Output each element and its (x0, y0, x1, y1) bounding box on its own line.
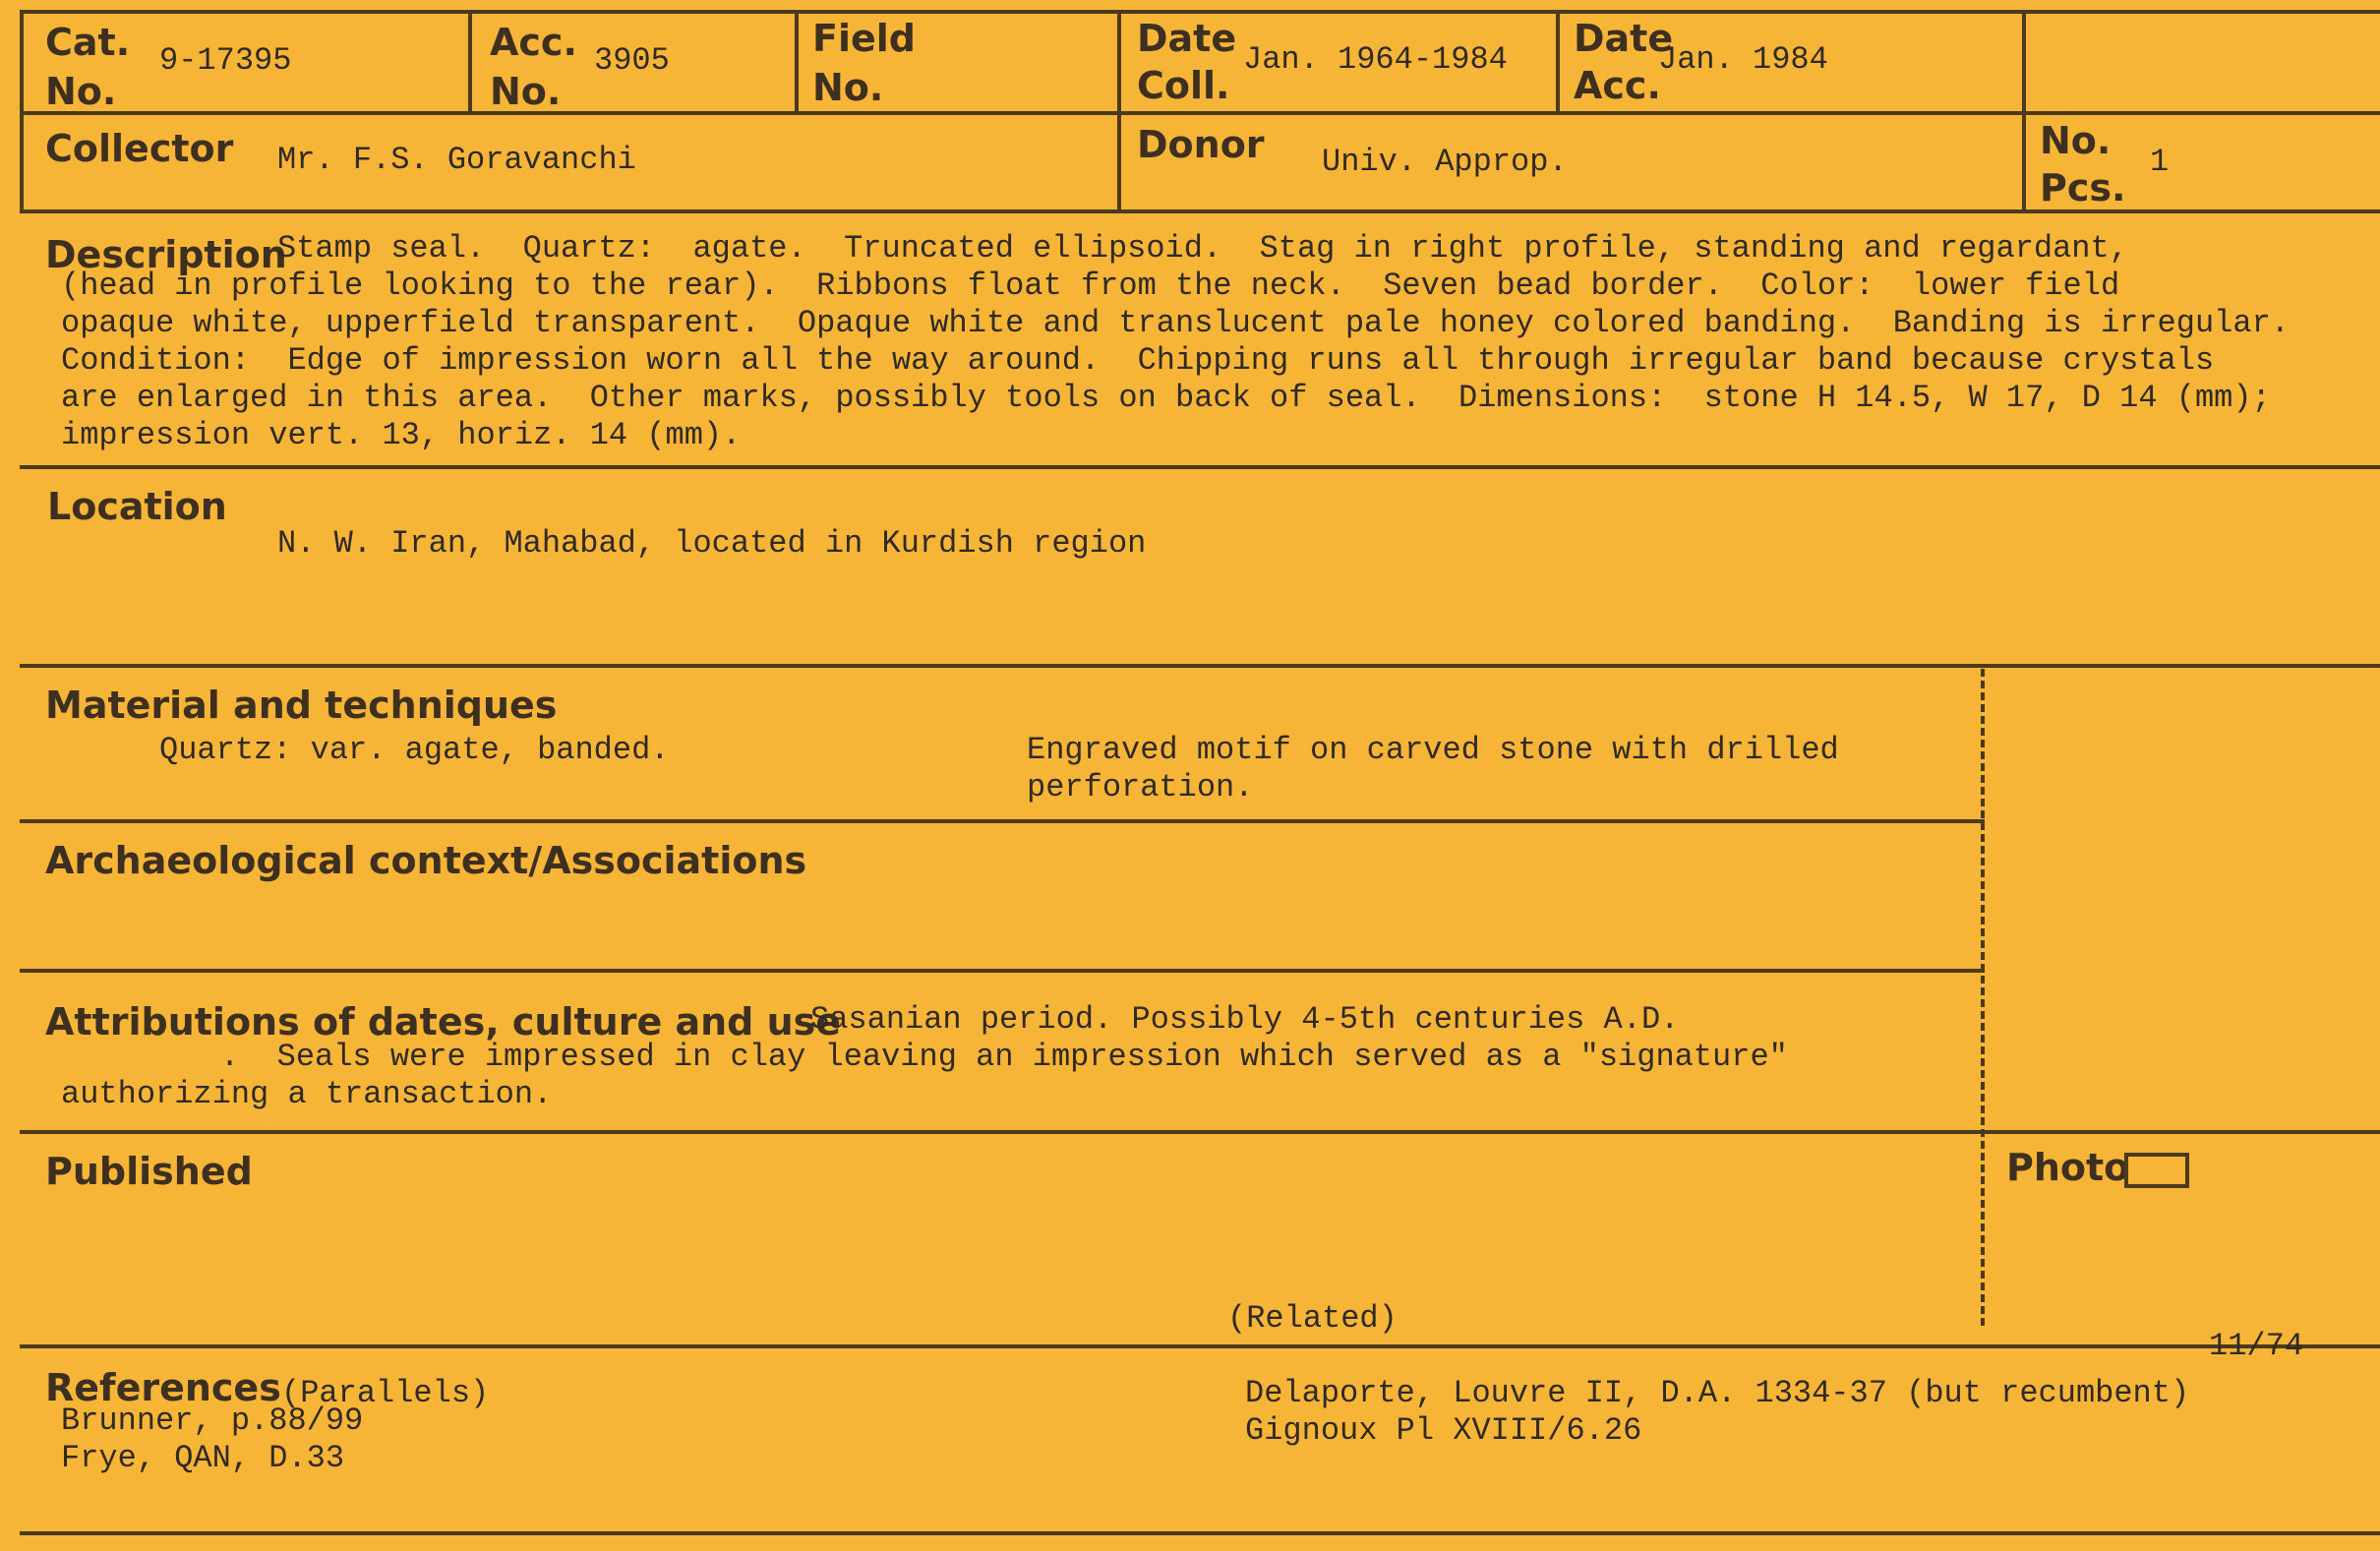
material-right-line-2: perforation. (1027, 769, 1254, 805)
date-coll-label-1: Date (1137, 17, 1237, 60)
acc-no-value: 3905 (594, 42, 670, 79)
cat-label-2: No. (45, 70, 117, 113)
pcs-label-2: Pcs. (2040, 166, 2126, 209)
description-label: Description (45, 233, 287, 276)
attributions-bottom-rule (20, 1130, 2380, 1134)
archaeological-bottom-rule (20, 969, 1985, 973)
date-acc-value: Jan. 1984 (1658, 41, 1828, 78)
datecoll-dateacc-divider (1556, 10, 1560, 111)
pcs-label-1: No. (2040, 119, 2112, 162)
parallels-label: (Parallels) (281, 1375, 490, 1411)
date-acc-label-2: Acc. (1574, 64, 1661, 107)
location-bottom-rule (20, 664, 2380, 668)
cat-acc-divider (468, 10, 472, 111)
date-coll-value: Jan. 1964-1984 (1243, 41, 1508, 78)
description-line: Condition: Edge of impression worn all the way around. Chipping runs all through irregular band because crystals (61, 342, 2215, 379)
reference-left-1: Brunner, p.88/99 (61, 1402, 364, 1439)
material-bottom-rule (20, 819, 1985, 823)
attributions-line-3: authorizing a transaction. (61, 1076, 553, 1112)
material-left-value: Quartz: var. agate, banded. (159, 732, 670, 768)
acc-label-2: No. (490, 70, 562, 113)
cat-label-1: Cat. (45, 21, 131, 64)
date-coll-label-2: Coll. (1137, 64, 1230, 107)
photo-checkbox (2124, 1153, 2189, 1188)
archaeological-label: Archaeological context/Associations (45, 839, 807, 882)
cat-no-value: 9-17395 (159, 42, 292, 79)
reference-right-2: Gignoux Pl XVIII/6.26 (1245, 1412, 1642, 1449)
photo-label: Photo (2006, 1146, 2130, 1189)
description-line: opaque white, upperfield transparent. Opaque white and translucent pale honey colored banding. Banding is irregular. (61, 305, 2290, 341)
row2-bottom-rule (20, 209, 2380, 213)
date-acc-label-1: Date (1574, 17, 1674, 60)
material-label: Material and techniques (45, 684, 558, 727)
collector-label: Collector (45, 127, 234, 170)
acc-field-divider (795, 10, 799, 111)
published-bottom-rule (20, 1344, 2380, 1348)
top-rule (20, 10, 2380, 14)
date-note: 11/74 (2209, 1328, 2304, 1364)
material-right-line-1: Engraved motif on carved stone with drilled (1027, 732, 1839, 768)
dateacc-right-divider (2022, 10, 2026, 209)
description-line: are enlarged in this area. Other marks, possibly tools on back of seal. Dimensions: stone H 14.5, W 17, D 14 (mm); (61, 380, 2271, 416)
field-label-2: No. (812, 66, 884, 109)
location-value: N. W. Iran, Mahabad, located in Kurdish region (277, 525, 1147, 562)
description-line: (head in profile looking to the rear). Ribbons float from the neck. Seven bead border. Color: lower field (61, 268, 2120, 304)
field-label-1: Field (812, 17, 916, 60)
location-label: Location (47, 485, 227, 528)
bottom-rule (20, 1531, 2380, 1535)
references-label: References (45, 1366, 281, 1409)
attributions-line-1: Sasanian period. Possibly 4-5th centuries A.D. (810, 1001, 1680, 1038)
related-label: (Related) (1227, 1300, 1398, 1337)
right-column-dashed-rule (1981, 669, 1985, 1326)
donor-value: Univ. Approp. (1322, 144, 1568, 180)
description-line: impression vert. 13, horiz. 14 (mm). (61, 417, 742, 453)
description-bottom-rule (20, 465, 2380, 469)
attributions-line-2: . Seals were impressed in clay leaving an impression which served as a "signature" (220, 1039, 1788, 1075)
reference-left-2: Frye, QAN, D.33 (61, 1440, 345, 1476)
published-label: Published (45, 1150, 253, 1193)
reference-right-1: Delaporte, Louvre II, D.A. 1334-37 (but recumbent) (1245, 1375, 2190, 1411)
description-line: Stamp seal. Quartz: agate. Truncated ellipsoid. Stag in right profile, standing and regardant, (277, 230, 2128, 267)
acc-label-1: Acc. (490, 21, 577, 64)
field-date-divider (1117, 10, 1121, 209)
collector-value: Mr. F.S. Goravanchi (277, 142, 636, 178)
header-bottom-rule (20, 111, 2380, 115)
left-rule (20, 10, 24, 209)
pcs-value: 1 (2150, 144, 2170, 180)
donor-label: Donor (1137, 123, 1265, 166)
attributions-label: Attributions of dates, culture and use (45, 1000, 842, 1044)
